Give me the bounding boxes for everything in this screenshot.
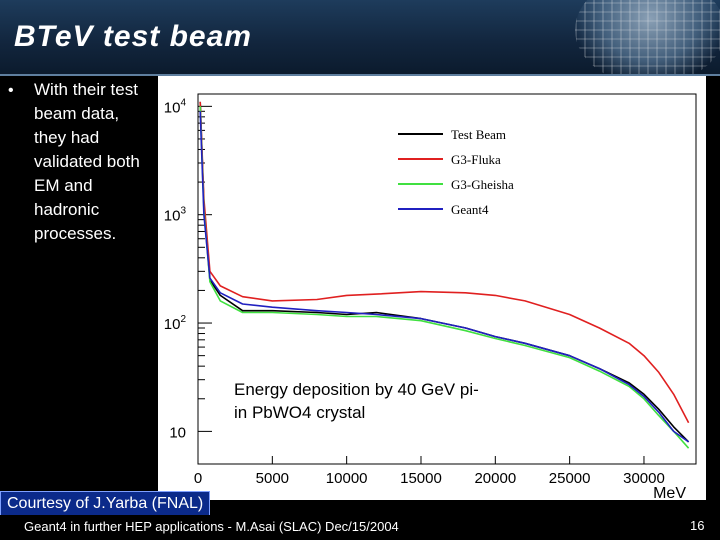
legend-label: G3-Gheisha	[451, 177, 514, 192]
page-number: 16	[690, 518, 705, 533]
x-tick-label: 10000	[325, 470, 368, 487]
x-tick-label: 0	[193, 470, 203, 487]
legend-label: Geant4	[451, 202, 489, 217]
courtesy-label: Courtesy of J.Yarba (FNAL)	[0, 491, 210, 517]
x-tick-label: 15000	[400, 470, 442, 487]
annotation-line-1: Energy deposition by 40 GeV pi-	[234, 380, 479, 399]
y-tick-label: $10^3$	[163, 205, 186, 225]
y-tick-exponent: 2	[180, 314, 186, 326]
bullet-text: With their test beam data, they had validated both EM and hadronic processes.	[34, 80, 140, 243]
annotation-line-2: in PbWO4 crystal	[234, 403, 366, 422]
y-tick-label: $10^4$	[163, 97, 186, 117]
bullet-icon: •	[8, 82, 14, 99]
slide-header	[0, 0, 720, 76]
x-tick-label: 5000	[255, 470, 290, 487]
legend-label: Test Beam	[451, 127, 507, 142]
y-tick-exponent: 4	[180, 97, 186, 109]
x-tick-label: 25000	[548, 470, 591, 487]
energy-deposition-chart	[158, 76, 706, 500]
x-axis-label: MeV	[653, 485, 686, 500]
legend-label: G3-Fluka	[451, 152, 501, 167]
globe-decoration	[575, 0, 720, 85]
slide-title: BTeV test beam	[14, 20, 252, 53]
footer-text: Geant4 in further HEP applications - M.Asai (SLAC) Dec/15/2004	[24, 519, 399, 534]
y-tick-label: $10^2$	[163, 314, 186, 334]
chart-annotation	[234, 378, 564, 424]
x-tick-label: 30000	[623, 470, 665, 487]
chart-frame	[158, 76, 706, 500]
y-tick-exponent: 3	[180, 205, 186, 217]
x-tick-label: 20000	[474, 470, 517, 487]
y-tick-label: 10	[169, 424, 186, 442]
